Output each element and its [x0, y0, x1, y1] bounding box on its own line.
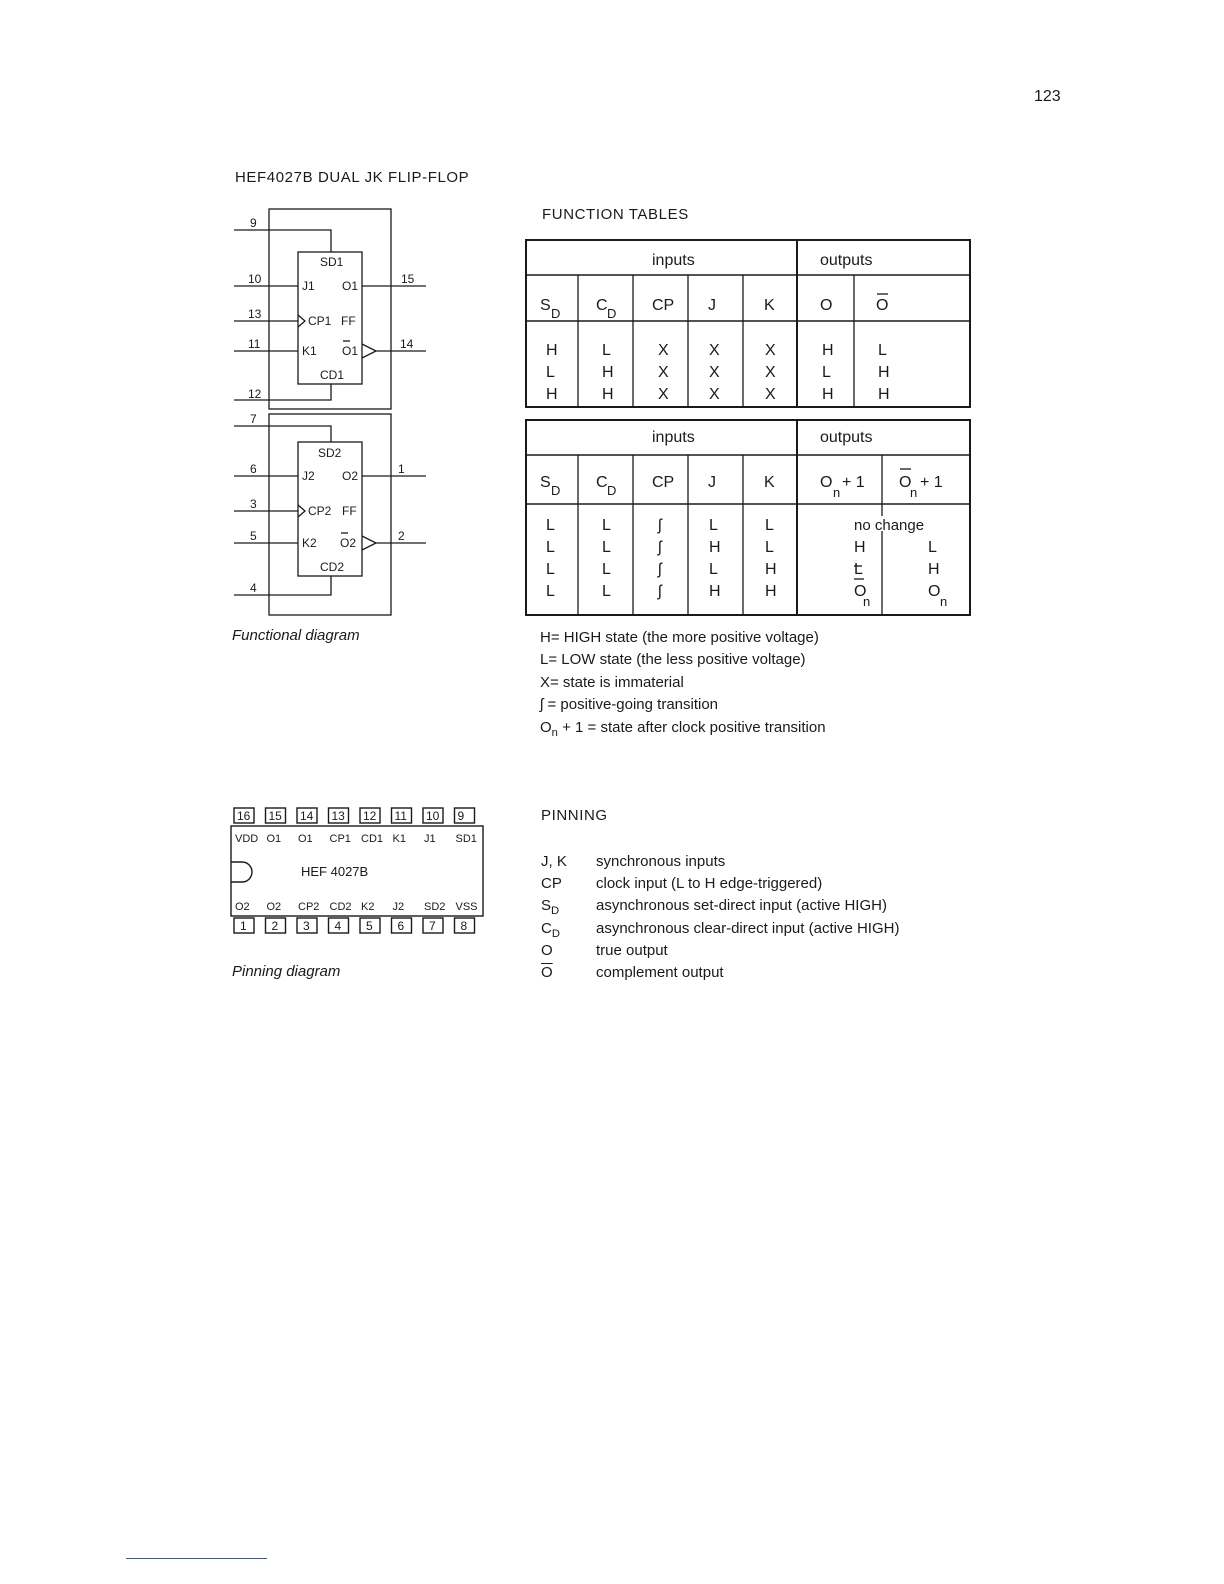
- t2-header: O: [820, 474, 833, 491]
- ff2-invert-wedge: [362, 536, 376, 550]
- t2-cell: ʃ: [658, 517, 662, 534]
- legend-line: [540, 717, 826, 744]
- pin-description: asynchronous clear-direct input (active HIGH): [596, 919, 900, 937]
- page-number: 123: [1034, 88, 1061, 105]
- top-pin-label: K1: [392, 833, 406, 845]
- ff2-ff-label: FF: [342, 504, 357, 518]
- top-pin-label: SD1: [455, 833, 477, 845]
- t2-header: O: [899, 474, 912, 491]
- t2-header-sub: n: [833, 485, 841, 500]
- bottom-pin-label: CD2: [329, 901, 352, 913]
- ff1-obar-label: O1: [342, 344, 359, 358]
- t1-cell: H: [602, 364, 614, 381]
- ff1-sd-label: SD1: [320, 255, 344, 269]
- top-pin-label: VDD: [235, 833, 259, 845]
- t1-cell: X: [658, 386, 669, 403]
- t2-plus-one: + 1: [920, 474, 943, 491]
- t1-cell: H: [822, 386, 834, 403]
- ff1-j-label: J1: [302, 279, 315, 293]
- pin-label: 13: [248, 307, 262, 321]
- t1-cell: X: [658, 342, 669, 359]
- footer-rule: [126, 1558, 267, 1559]
- pin-label: 14: [400, 337, 414, 351]
- t1-cell: X: [709, 386, 720, 403]
- wire-pin-4: [234, 576, 331, 595]
- t2-cell: L: [602, 517, 611, 534]
- t2-cell: H: [854, 539, 866, 556]
- pin-label: 2: [398, 529, 405, 543]
- legend-text: + 1 = state after clock positive transition: [557, 718, 826, 736]
- ff1-ff-label: FF: [341, 314, 356, 328]
- ff1-clock-triangle: [298, 315, 305, 327]
- t2-no-change: no change: [854, 517, 925, 534]
- t2-inputs-header: inputs: [652, 429, 695, 446]
- ff2-o-label: O2: [342, 469, 359, 483]
- chip-name: HEF 4027B: [301, 864, 369, 879]
- t2-cell: L: [546, 517, 555, 534]
- t2-cell: ʃ: [658, 583, 662, 600]
- t1-cell: H: [602, 386, 614, 403]
- t2-outputs-header: outputs: [820, 429, 873, 446]
- t1-cell: H: [546, 386, 558, 403]
- ff1-cp-label: CP1: [308, 314, 332, 328]
- ff1-invert-wedge: [362, 344, 376, 358]
- t1-inputs-header: inputs: [652, 252, 695, 269]
- bottom-pin-number: 8: [460, 919, 468, 933]
- top-pin-label: J1: [424, 833, 436, 845]
- t1-cell: X: [658, 364, 669, 381]
- t2-cell: ʃ: [658, 539, 662, 556]
- pin-label: 12: [248, 387, 262, 401]
- ff2-sd-label: SD2: [318, 446, 342, 460]
- function-tables-heading: FUNCTION TABLES: [542, 206, 689, 223]
- t1-header: S: [540, 297, 551, 314]
- t2-cell: ʃ: [658, 561, 662, 578]
- t1-cell: L: [822, 364, 831, 381]
- pin-label: 7: [250, 412, 257, 426]
- pin-label: 5: [250, 529, 257, 543]
- bottom-pin-number: 5: [366, 919, 373, 933]
- legend-symbol: O: [540, 718, 552, 736]
- legend: [540, 627, 826, 744]
- t1-header: C: [596, 297, 608, 314]
- t1-header: O: [820, 297, 833, 314]
- t2-header-sub: D: [607, 483, 617, 498]
- bottom-pin-label: SD2: [424, 901, 446, 913]
- t2-cell: L: [765, 539, 774, 556]
- wire-pin-7: [234, 426, 331, 442]
- pin-symbol: O: [541, 941, 553, 959]
- t1-cell: H: [878, 386, 890, 403]
- bottom-pin-label: O2: [266, 901, 282, 913]
- t2-header: K: [764, 474, 775, 491]
- wire-pin-9: [234, 230, 331, 252]
- pin-description: true output: [596, 941, 668, 959]
- t2-cell: L: [546, 539, 555, 556]
- top-pin-number: 12: [363, 809, 377, 823]
- t1-header: K: [764, 297, 775, 314]
- t1-header-sub: D: [607, 306, 617, 321]
- bottom-pin-number: 6: [397, 919, 405, 933]
- t1-cell: X: [765, 364, 776, 381]
- t2-toggle-sub: n: [863, 594, 871, 609]
- t2-header-sub: n: [910, 485, 918, 500]
- t1-cell: X: [765, 386, 776, 403]
- legend-line: L= LOW state (the less positive voltage): [540, 651, 806, 669]
- bottom-pin-label: CP2: [298, 901, 320, 913]
- bottom-pin-number: 4: [334, 919, 342, 933]
- t2-cell: L: [546, 583, 555, 600]
- t2-cell: L: [602, 583, 611, 600]
- t1-header: J: [708, 297, 716, 314]
- pin-symbol: CP: [541, 875, 562, 893]
- t2-cell: L: [602, 539, 611, 556]
- t1-cell: L: [878, 342, 887, 359]
- top-pin-label: O1: [266, 833, 282, 845]
- top-pin-number: 11: [394, 809, 407, 823]
- top-pin-number: 14: [300, 809, 314, 823]
- t2-header: S: [540, 474, 551, 491]
- top-pin-number: 10: [426, 809, 440, 823]
- document-title: HEF4027B DUAL JK FLIP-FLOP: [235, 169, 470, 186]
- pinning-heading: PINNING: [541, 807, 608, 824]
- functional-diagram-caption: Functional diagram: [232, 627, 360, 644]
- t2-cell: L: [854, 561, 863, 578]
- top-pin-label: CP1: [329, 833, 351, 845]
- t1-cell: X: [765, 342, 776, 359]
- ff2-j-label: J2: [302, 469, 315, 483]
- t2-cell: H: [765, 561, 777, 578]
- pin-symbol: J, K: [541, 853, 567, 870]
- pin-description: clock input (L to H edge-triggered): [596, 875, 823, 893]
- t1-header: CP: [652, 297, 675, 314]
- legend-line: H= HIGH state (the more positive voltage): [540, 629, 819, 646]
- t2-cell: O: [854, 583, 867, 600]
- t1-outputs-header: outputs: [820, 252, 873, 269]
- t2-header: C: [596, 474, 608, 491]
- ff2-obar-label: O2: [340, 536, 357, 550]
- t2-cell: L: [546, 561, 555, 578]
- pin-label: 15: [401, 272, 415, 286]
- t1-cell: H: [546, 342, 558, 359]
- t2-cell: L: [709, 517, 718, 534]
- ff2-clock-triangle: [298, 505, 305, 517]
- ff1-o-label: O1: [342, 279, 359, 293]
- t2-header: J: [708, 474, 716, 491]
- t1-header: O: [876, 297, 889, 314]
- pin-description: synchronous inputs: [596, 853, 726, 870]
- pin-symbol: $C_D$: [541, 919, 560, 940]
- t2-cell: L: [928, 539, 937, 556]
- legend-symbol-sub: n: [551, 726, 558, 739]
- t1-header-sub: D: [551, 306, 561, 321]
- pin-label: 9: [250, 216, 257, 230]
- t2-toggle-sub: n: [940, 594, 948, 609]
- bottom-pin-number: 7: [429, 919, 436, 933]
- pin-label: 3: [250, 497, 257, 511]
- pin-label: 10: [248, 272, 262, 286]
- function-table-2: [524, 418, 974, 618]
- ff2-cd-label: CD2: [320, 560, 345, 574]
- top-pin-number: 9: [457, 809, 465, 823]
- t2-header: CP: [652, 474, 675, 491]
- top-pin-number: 13: [331, 809, 345, 823]
- t1-cell: X: [709, 364, 720, 381]
- t1-cell: X: [709, 342, 720, 359]
- t2-cell: H: [709, 583, 721, 600]
- bottom-pin-number: 1: [240, 919, 247, 933]
- ff1-k-label: K1: [302, 344, 317, 358]
- legend-line: ʃ = positive-going transition: [540, 696, 719, 714]
- bottom-pin-label: K2: [361, 901, 375, 913]
- pinning-diagram: [226, 802, 490, 936]
- top-pin-number: 15: [268, 809, 282, 823]
- functional-diagram: [226, 200, 436, 625]
- t1-cell: L: [546, 364, 555, 381]
- pin-symbol: $S_D$: [541, 897, 560, 918]
- t2-plus-one: + 1: [842, 474, 865, 491]
- t2-cell: H: [765, 583, 777, 600]
- pin-label: 11: [248, 337, 261, 351]
- t2-cell: O: [928, 583, 941, 600]
- t1-cell: L: [602, 342, 611, 359]
- pin-description: asynchronous set-direct input (active HIGH): [596, 897, 887, 915]
- chip-notch: [231, 862, 252, 882]
- t2-header-sub: D: [551, 483, 561, 498]
- t1-cell: H: [822, 342, 834, 359]
- ff1-cd-label: CD1: [320, 368, 345, 382]
- pin-label: 6: [250, 462, 257, 476]
- t2-cell: L: [765, 517, 774, 534]
- bottom-pin-label: J2: [392, 901, 405, 913]
- pin-description: complement output: [596, 963, 724, 981]
- pin-symbol: $\overline{O}$: [541, 963, 553, 981]
- top-pin-number: 16: [237, 809, 251, 823]
- top-pin-label: O1: [298, 833, 313, 845]
- t2-cell: L: [709, 561, 718, 578]
- pin-label: 4: [250, 581, 257, 595]
- function-table-1: [524, 238, 974, 410]
- bottom-pin-number: 2: [271, 919, 279, 933]
- t2-cell: L: [602, 561, 611, 578]
- pin-label: 1: [398, 462, 405, 476]
- t2-cell: H: [709, 539, 721, 556]
- top-pin-label: CD1: [361, 833, 384, 845]
- pinning-diagram-caption: Pinning diagram: [232, 963, 341, 980]
- bottom-pin-label: VSS: [455, 901, 478, 913]
- ff2-k-label: K2: [302, 536, 317, 550]
- legend-line: X= state is immaterial: [540, 673, 684, 691]
- t2-cell: H: [928, 561, 940, 578]
- t1-cell: H: [878, 364, 890, 381]
- bottom-pin-label: O2: [235, 901, 250, 913]
- bottom-pin-number: 3: [303, 919, 310, 933]
- ff2-cp-label: CP2: [308, 504, 332, 518]
